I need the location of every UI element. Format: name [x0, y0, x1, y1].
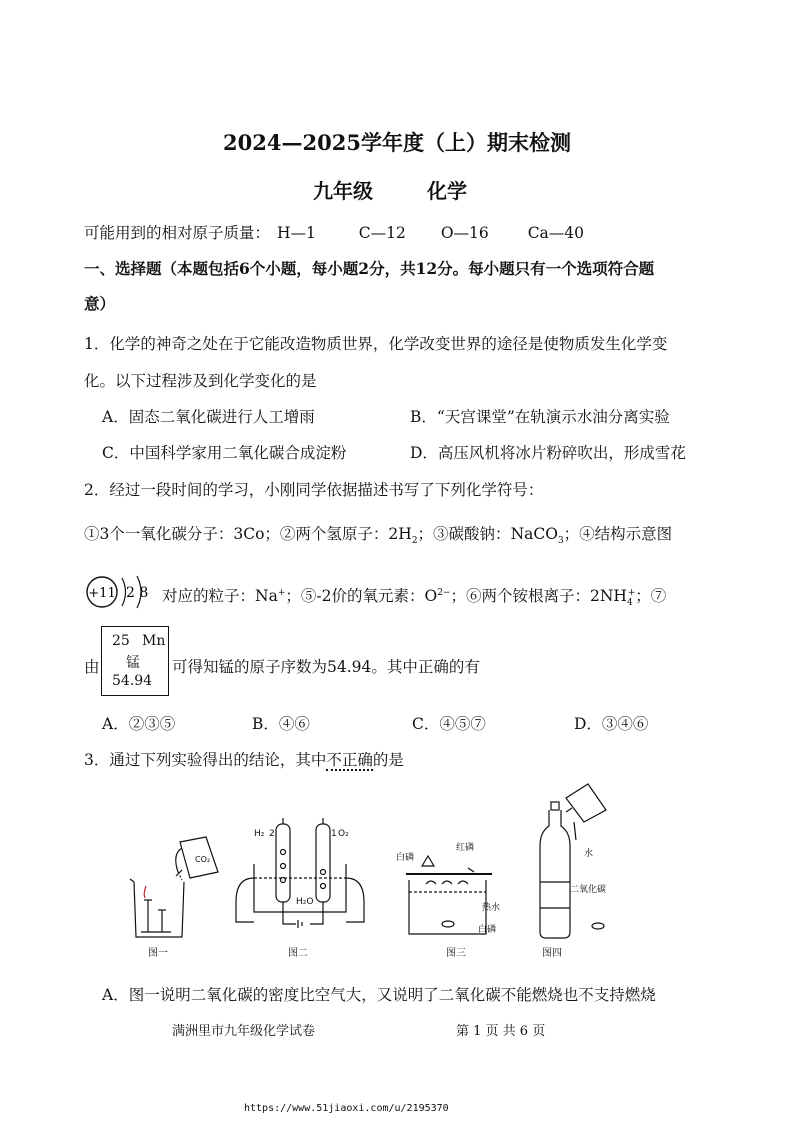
fig3-phosphorus-combustion	[406, 856, 492, 934]
element-mass: 54.94	[112, 673, 153, 689]
watermark-url: https://www.51jiaoxi.com/u/2195370	[244, 1103, 449, 1114]
q2-line-2	[162, 584, 666, 608]
q2-line-3-prefix: 由	[84, 658, 100, 676]
element-symbol: Mn	[142, 633, 166, 649]
q2-line-3: 可得知锰的原子序数为54.94。其中正确的有	[172, 658, 480, 676]
shell-arc-1	[122, 578, 126, 606]
fig2-h2o-label: H₂O	[296, 897, 314, 907]
q2-item-4-cont: 对应的粒子：	[162, 587, 256, 605]
fig2-caption: 图二	[288, 948, 308, 959]
footer-left: 满洲里市九年级化学试卷	[172, 1024, 316, 1039]
fig4-water-label: 水	[584, 849, 594, 859]
q2-option-a[interactable]: A．②③⑤	[102, 715, 176, 733]
formula-na-ion: Na+	[255, 587, 286, 605]
q3-figures	[126, 782, 616, 962]
q2-item-7: ；⑦	[635, 587, 667, 605]
fig2-o2-label: O₂	[338, 829, 349, 839]
fig2-h2-label: H₂	[254, 829, 265, 839]
q2-item-3: ；③碳酸钠：	[417, 525, 511, 543]
q2-item-6: ；⑥两个铵根离子：	[450, 587, 590, 605]
q2-option-c[interactable]: C．④⑤⑦	[412, 715, 486, 733]
fig3-white-p-top-label: 白磷	[396, 853, 415, 863]
page-title: 2024—2025学年度（上）期末检测	[223, 130, 571, 155]
fig3-white-p-bottom-label: 白磷	[478, 925, 497, 935]
atom-structure-diagram	[82, 570, 158, 616]
fig2-num1: 2	[269, 829, 275, 839]
q1-stem: 1．化学的神奇之处在于它能改造物质世界，化学改变世界的途径是使物质发生化学变	[84, 335, 668, 353]
q1-option-b[interactable]: B．“天宫课堂”在轨演示水油分离实验	[410, 408, 670, 426]
formula-nh4: $2NH_4^+$	[590, 587, 636, 609]
q1-option-d[interactable]: D．高压风机将冰片粉碎吹出，形成雪花	[410, 444, 686, 462]
fig3-hot-water-label: 热水	[482, 903, 501, 913]
element-name: 锰	[126, 655, 140, 671]
formula-naco3: NaCO$_3$	[510, 525, 564, 547]
fig4-co2-label: 二氧化碳	[570, 885, 607, 895]
fig1-co2-label: CO₂	[195, 855, 211, 864]
footer-page: 第 1 页 共 6 页	[456, 1024, 546, 1039]
section-heading-cont: 意）	[84, 294, 116, 313]
shell-electrons: 2 8	[126, 585, 149, 601]
q2-option-b[interactable]: B．④⑥	[252, 715, 310, 733]
nucleus-charge: +11	[88, 586, 116, 601]
atomic-mass-h: H—1	[276, 224, 316, 242]
formula-o2-: $O^{2-}$	[424, 587, 451, 605]
q2-stem: 2．经过一段时间的学习，小刚同学依据描述书写了下列化学符号：	[84, 481, 544, 499]
q2-option-d[interactable]: D．③④⑥	[574, 715, 649, 733]
q2-line-1	[84, 522, 672, 546]
fig1-caption: 图一	[148, 948, 168, 959]
q1-option-a[interactable]: A．固态二氧化碳进行人工增雨	[102, 408, 315, 426]
atomic-mass-line	[84, 221, 584, 243]
grade-label: 九年级	[313, 179, 373, 203]
element-card	[101, 626, 169, 696]
q2-item-4: ；④结构示意图	[563, 525, 673, 543]
fig3-red-p-label: 红磷	[456, 843, 475, 853]
subject-label: 化学	[427, 179, 467, 203]
atomic-mass-ca: Ca—40	[527, 224, 585, 242]
q2-item-5: ；⑤-2价的氧元素：	[285, 587, 425, 605]
fig3-caption: 图三	[446, 948, 466, 959]
fig4-bottle-and-beaker	[540, 784, 606, 938]
q1-stem-cont: 化。以下过程涉及到化学变化的是	[84, 372, 317, 390]
atomic-mass-o: O—16	[440, 224, 489, 242]
q3-stem: 3．通过下列实验得出的结论，其中不正确的是	[84, 751, 404, 769]
formula-2h2: $2H_2$	[388, 525, 418, 547]
q3-emphasis: 不正确	[326, 751, 373, 769]
atomic-mass-label: 可能用到的相对原子质量：	[84, 224, 271, 242]
q1-option-c[interactable]: C．中国科学家用二氧化碳合成淀粉	[102, 444, 347, 462]
element-number: 25	[112, 633, 130, 649]
section-heading: 一、选择题（本题包括6个小题，每小题2分，共12分。每小题只有一个选项符合题	[84, 259, 655, 278]
fig2-num2: 1	[331, 829, 337, 839]
atomic-mass-c: C—12	[358, 224, 406, 242]
fig4-caption: 图四	[542, 948, 562, 959]
fig1-beaker-with-candles	[130, 837, 218, 937]
q2-item-1-2: ①3个一氧化碳分子：3Co；②两个氢原子：	[84, 525, 389, 543]
q3-option-a[interactable]: A．图一说明二氧化碳的密度比空气大，又说明了二氧化碳不能燃烧也不支持燃烧	[102, 986, 656, 1004]
